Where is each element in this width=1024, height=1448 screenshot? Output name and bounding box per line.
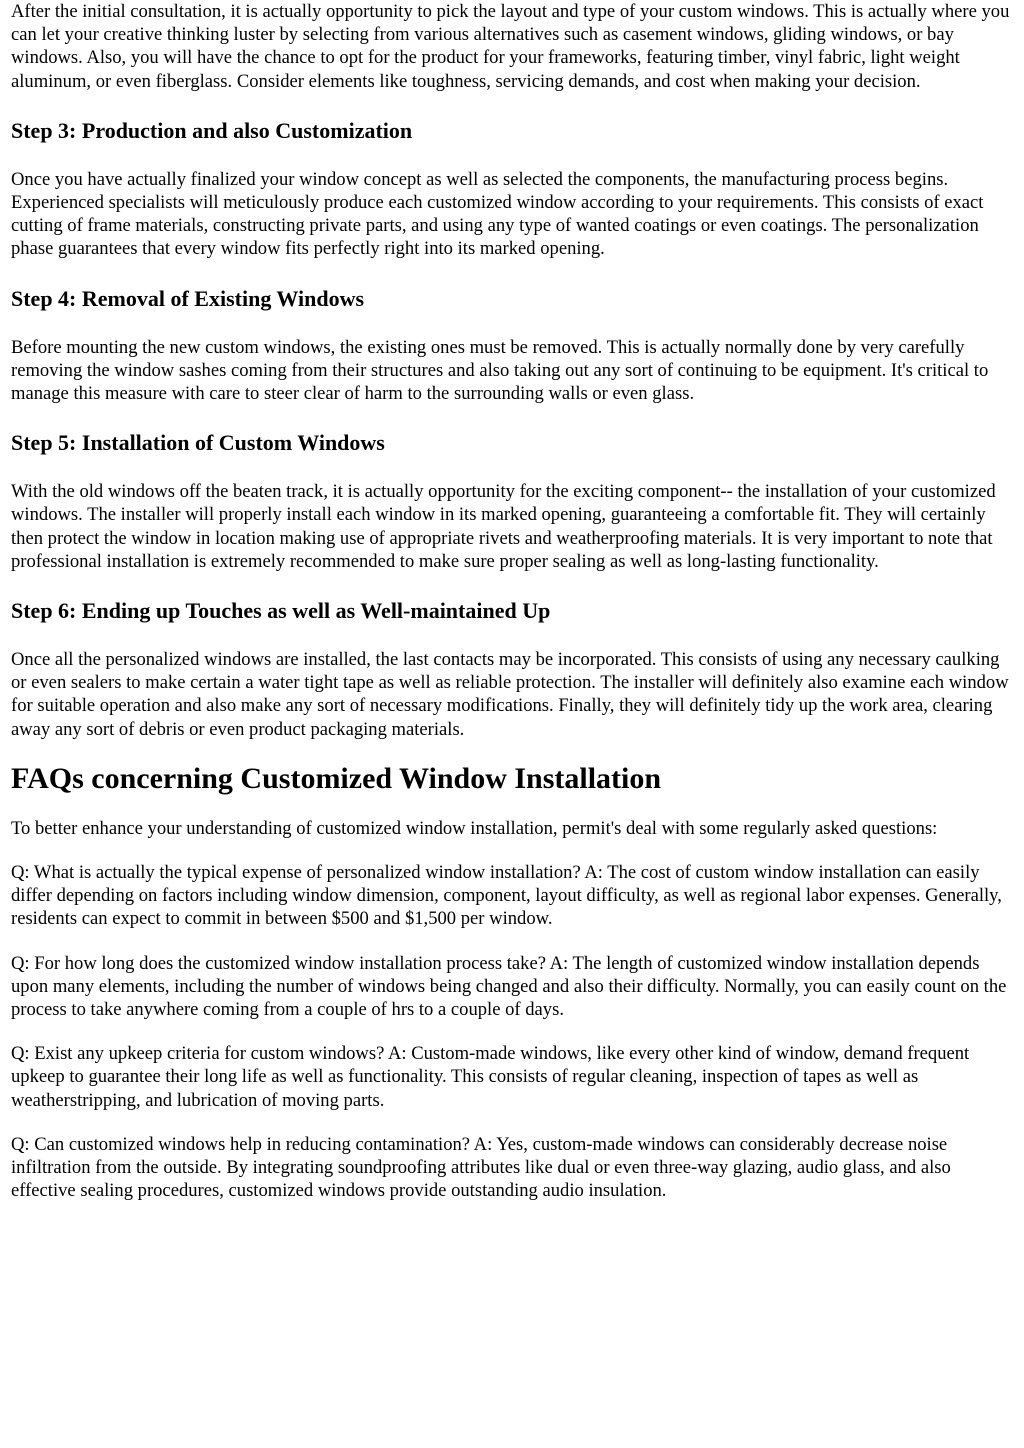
step-6-heading: Step 6: Ending up Touches as well as Well-maintained Up: [11, 598, 551, 624]
faq-intro-paragraph: To better enhance your understanding of customized window installation, permit's deal with some regularly asked questions:: [11, 817, 938, 839]
intro-paragraph: After the initial consultation, it is actually opportunity to pick the layout and type of your custom windows. This is actually where you can let your creative thinking luster by selecting from various alternatives such as casement windows, gliding windows, or bay windows. Also, you will have the chance to opt for the product for your frameworks, featuring timber, vinyl fabric, light weight aluminum, or even fiberglass. Consider elements like toughness, servicing demands, and cost when making your decision.: [11, 1, 1010, 92]
faq-item-cost: Q: What is actually the typical expense of personalized window installation? A: The cost of custom window installation can easily differ depending on factors including window dimension, component, layout difficulty, as well as regional labor expenses. Generally, residents can expect to commit in between $500 and $1,500 per window.: [11, 862, 1002, 930]
step-5-heading: Step 5: Installation of Custom Windows: [11, 430, 385, 456]
step-6-paragraph: Once all the personalized windows are installed, the last contacts may be incorporated. This consists of using any necessary caulking or even sealers to make certain a water tight tape as well as reliable protection. The installer will definitely also examine each window for suitable operation and also make any sort of necessary modifications. Finally, they will definitely tidy up the work area, clearing away any sort of debris or even product packaging materials.: [11, 649, 1009, 740]
step-3-heading: Step 3: Production and also Customization: [11, 117, 413, 143]
document-page: [11, 0, 1016, 1203]
step-4-heading: Step 4: Removal of Existing Windows: [11, 285, 365, 311]
step-3-paragraph: Once you have actually finalized your window concept as well as selected the components, the manufacturing process begins. Experienced specialists will meticulously produce each customized window according to your requirements. This consists of exact cutting of frame materials, constructing private parts, and using any type of wanted coatings or even coatings. The personalization phase guarantees that every window fits perfectly right into its marked opening.: [11, 168, 984, 260]
faq-item-duration: Q: For how long does the customized window installation process take? A: The length of customized window installation depends upon many elements, including the number of windows being changed and also their difficulty. Normally, you can easily count on the process to take anywhere coming from a couple of hrs to a couple of days.: [11, 952, 1007, 1021]
faq-item-noise: Q: Can customized windows help in reducing contamination? A: Yes, custom-made windows can considerably decrease noise infiltration from the outside. By integrating soundproofing attributes like dual or even three-way glazing, audio glass, and also effective sealing procedures, customized windows provide outstanding audio insulation.: [11, 1133, 951, 1202]
step-5-paragraph: With the old windows off the beaten track, it is actually opportunity for the exciting component-- the installation of your customized windows. The installer will properly install each window in its marked opening, guaranteeing a comfortable fit. They will certainly then protect the window in location making use of appropriate rivets and weatherproofing materials. It is very important to note that professional installation is extremely recommended to make sure proper sealing as well as long-lasting functionality.: [11, 481, 996, 572]
faq-heading: FAQs concerning Customized Window Installation: [11, 761, 662, 795]
step-4-paragraph: Before mounting the new custom windows, the existing ones must be removed. This is actually normally done by very carefully removing the window sashes coming from their structures and also taking out any sort of continuing to be equipment. It's critical to manage this measure with care to steer clear of harm to the surrounding walls or even glass.: [11, 336, 989, 405]
faq-item-upkeep: Q: Exist any upkeep criteria for custom windows? A: Custom-made windows, like every other kind of window, demand frequent upkeep to guarantee their long life as well as functionality. This consists of regular cleaning, inspection of tapes as well as weatherstripping, and lubrication of moving parts.: [11, 1043, 970, 1111]
